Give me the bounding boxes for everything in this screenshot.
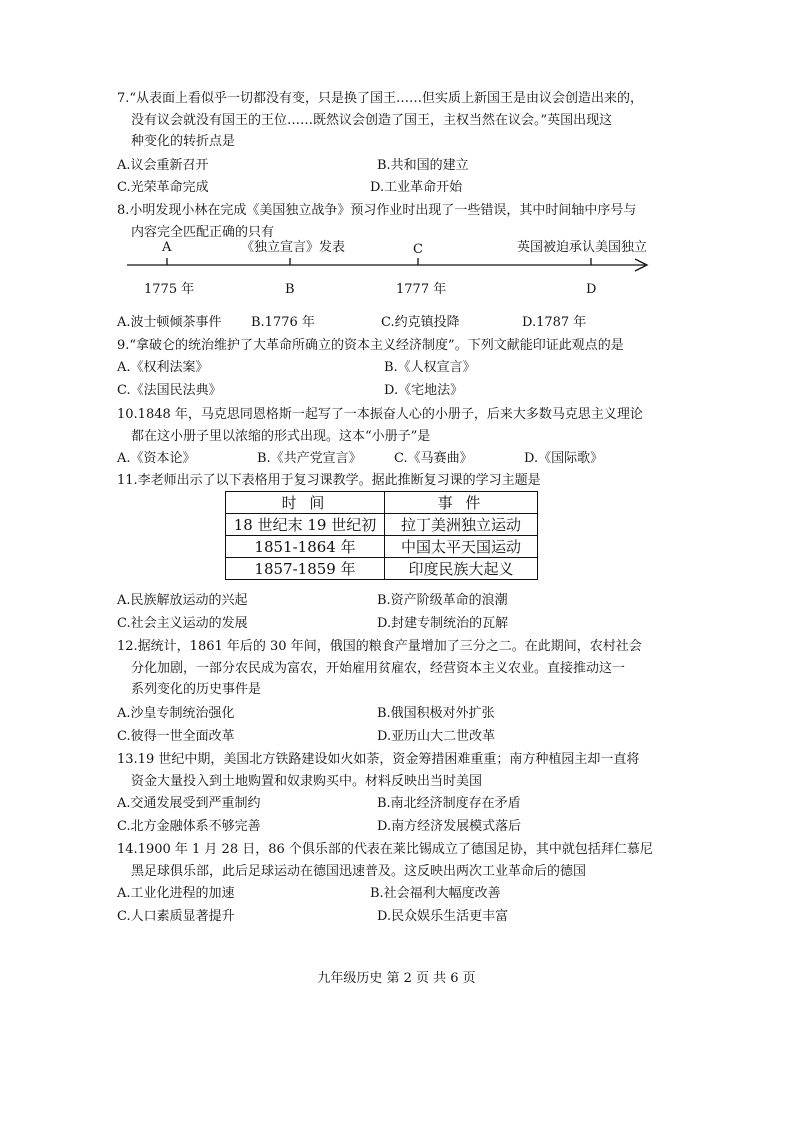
q8-option-b[interactable]: B.1776 年 (251, 315, 315, 330)
q14-option-b[interactable]: B.社会福利大幅度改善 (370, 886, 501, 901)
q7-option-b[interactable]: B.共和国的建立 (377, 158, 469, 173)
table-cell-time: 1851-1864 年 (226, 536, 385, 558)
table-cell-time: 18 世纪末 19 世纪初 (226, 514, 385, 536)
question-7-line-2: 没有议会就没有国王的王位……既然议会创造了国王，主权当然在议会。”英国出现这 (131, 112, 613, 128)
question-7 (117, 88, 677, 153)
timeline-label-c: C (413, 242, 423, 257)
q14-option-d[interactable]: D.民众娱乐生活更丰富 (377, 909, 509, 924)
q10-option-a[interactable]: A.《资本论》 (117, 451, 196, 466)
question-8-line-1: 8.小明发现小林在完成《美国独立战争》预习作业时出现了一些错误，其中时间轴中序号与 (117, 203, 637, 218)
q11-option-a[interactable]: A.民族解放运动的兴起 (117, 593, 248, 608)
question-13 (117, 749, 677, 792)
question-11 (117, 470, 677, 492)
q8-option-c[interactable]: C.约克镇投降 (381, 315, 460, 330)
table-header-time: 时 间 (226, 492, 385, 514)
question-9-line-1: 9.“拿破仑的统治维护了大革命所确立的资本主义经济制度”。下列文献能印证此观点的是 (117, 338, 624, 353)
question-9 (117, 335, 677, 357)
q8-option-a[interactable]: A.波士顿倾茶事件 (117, 315, 222, 330)
question-10 (117, 404, 677, 447)
q12-option-a[interactable]: A.沙皇专制统治强化 (117, 706, 235, 721)
question-7-line-3: 种变化的转折点是 (131, 134, 236, 149)
question-14-line-2: 黑足球俱乐部，此后足球运动在德国迅速普及。这反映出两次工业革命后的德国 (131, 863, 587, 879)
timeline (117, 240, 677, 305)
q10-option-b[interactable]: B.《共产党宣言》 (257, 451, 362, 466)
q12-option-c[interactable]: C.彼得一世全面改革 (117, 729, 235, 744)
question-12-line-3: 系列变化的历史事件是 (131, 682, 262, 697)
q11-option-c[interactable]: C.社会主义运动的发展 (117, 616, 248, 631)
table-row (226, 514, 538, 536)
table-header-row (226, 492, 538, 514)
question-11-line-1: 11.李老师出示了以下表格用于复习课教学。据此推断复习课的学习主题是 (117, 473, 541, 488)
q14-option-c[interactable]: C.人口素质显著提升 (117, 909, 235, 924)
question-13-line-2: 资金大量投入到土地购置和奴隶购买中。材料反映出当时美国 (131, 773, 483, 789)
q7-option-a[interactable]: A.议会重新召开 (117, 158, 209, 173)
table-cell-time: 1857-1859 年 (226, 558, 385, 580)
table-cell-event: 拉丁美洲独立运动 (385, 514, 538, 536)
timeline-label-1775: 1775 年 (144, 282, 195, 297)
page-footer: 九年级历史 第 2 页 共 6 页 (317, 971, 476, 986)
review-table (225, 491, 538, 580)
q13-option-d[interactable]: D.南方经济发展模式落后 (377, 819, 522, 834)
q9-option-d[interactable]: D.《宅地法》 (384, 383, 464, 398)
table-header-event: 事 件 (385, 492, 538, 514)
question-12 (117, 636, 677, 701)
q13-option-b[interactable]: B.南北经济制度存在矛盾 (377, 796, 521, 811)
timeline-label-b: B (285, 282, 295, 297)
q12-option-b[interactable]: B.俄国积极对外扩张 (377, 706, 495, 721)
question-8-line-2: 内容完全匹配正确的只有 (131, 224, 275, 240)
timeline-label-recognition: 英国被迫承认美国独立 (517, 240, 648, 255)
table-row (226, 558, 538, 580)
table-cell-event: 印度民族大起义 (385, 558, 538, 580)
q14-option-a[interactable]: A.工业化进程的加速 (117, 886, 235, 901)
question-14-line-1: 14.1900 年 1 月 28 日，86 个俱乐部的代表在莱比锡成立了德国足协，其中就包括拜仁慕尼 (117, 842, 653, 857)
question-10-line-1: 10.1848 年，马克思同恩格斯一起写了一本振奋人心的小册子，后来大多数马克思主义理论 (117, 407, 643, 422)
q12-option-d[interactable]: D.亚历山大二世改革 (377, 729, 496, 744)
timeline-label-a: A (162, 240, 172, 255)
question-12-line-1: 12.据统计，1861 年后的 30 年间，俄国的粮食产量增加了三分之二。在此期间，农村社会 (117, 639, 642, 654)
q11-option-b[interactable]: B.资产阶级革命的浪潮 (377, 593, 508, 608)
q8-option-d[interactable]: D.1787 年 (522, 315, 587, 330)
q7-option-d[interactable]: D.工业革命开始 (370, 180, 463, 195)
q13-option-c[interactable]: C.北方金融体系不够完善 (117, 819, 261, 834)
q7-option-c[interactable]: C.光荣革命完成 (117, 180, 209, 195)
question-13-line-1: 13.19 世纪中期，美国北方铁路建设如火如荼，资金筹措困难重重；南方种植园主却一直将 (117, 752, 640, 767)
q9-option-b[interactable]: B.《人权宣言》 (384, 360, 476, 375)
timeline-label-d: D (586, 282, 597, 297)
question-7-line-1: 7.“从表面上看似乎一切都没有变，只是换了国王……但实质上新国王是由议会创造出来的， (117, 91, 644, 106)
q11-option-d[interactable]: D.封建专制统治的瓦解 (377, 616, 509, 631)
q9-option-c[interactable]: C.《法国民法典》 (117, 383, 222, 398)
timeline-label-declaration: 《独立宣言》发表 (241, 240, 346, 255)
question-8 (117, 200, 677, 243)
q13-option-a[interactable]: A.交通发展受到严重制约 (117, 796, 261, 811)
table-row (226, 536, 538, 558)
table-cell-event: 中国太平天国运动 (385, 536, 538, 558)
timeline-label-1777: 1777 年 (396, 282, 447, 297)
q10-option-c[interactable]: C.《马赛曲》 (394, 451, 473, 466)
question-12-line-2: 分化加剧，一部分农民成为富农，开始雇用贫雇农，经营资本主义农业。直接推动这一 (131, 660, 626, 676)
question-10-line-2: 都在这小册子里以浓缩的形式出现。这本“小册子”是 (131, 428, 431, 444)
question-14 (117, 839, 677, 882)
q9-option-a[interactable]: A.《权利法案》 (117, 360, 209, 375)
q10-option-d[interactable]: D.《国际歌》 (524, 451, 604, 466)
